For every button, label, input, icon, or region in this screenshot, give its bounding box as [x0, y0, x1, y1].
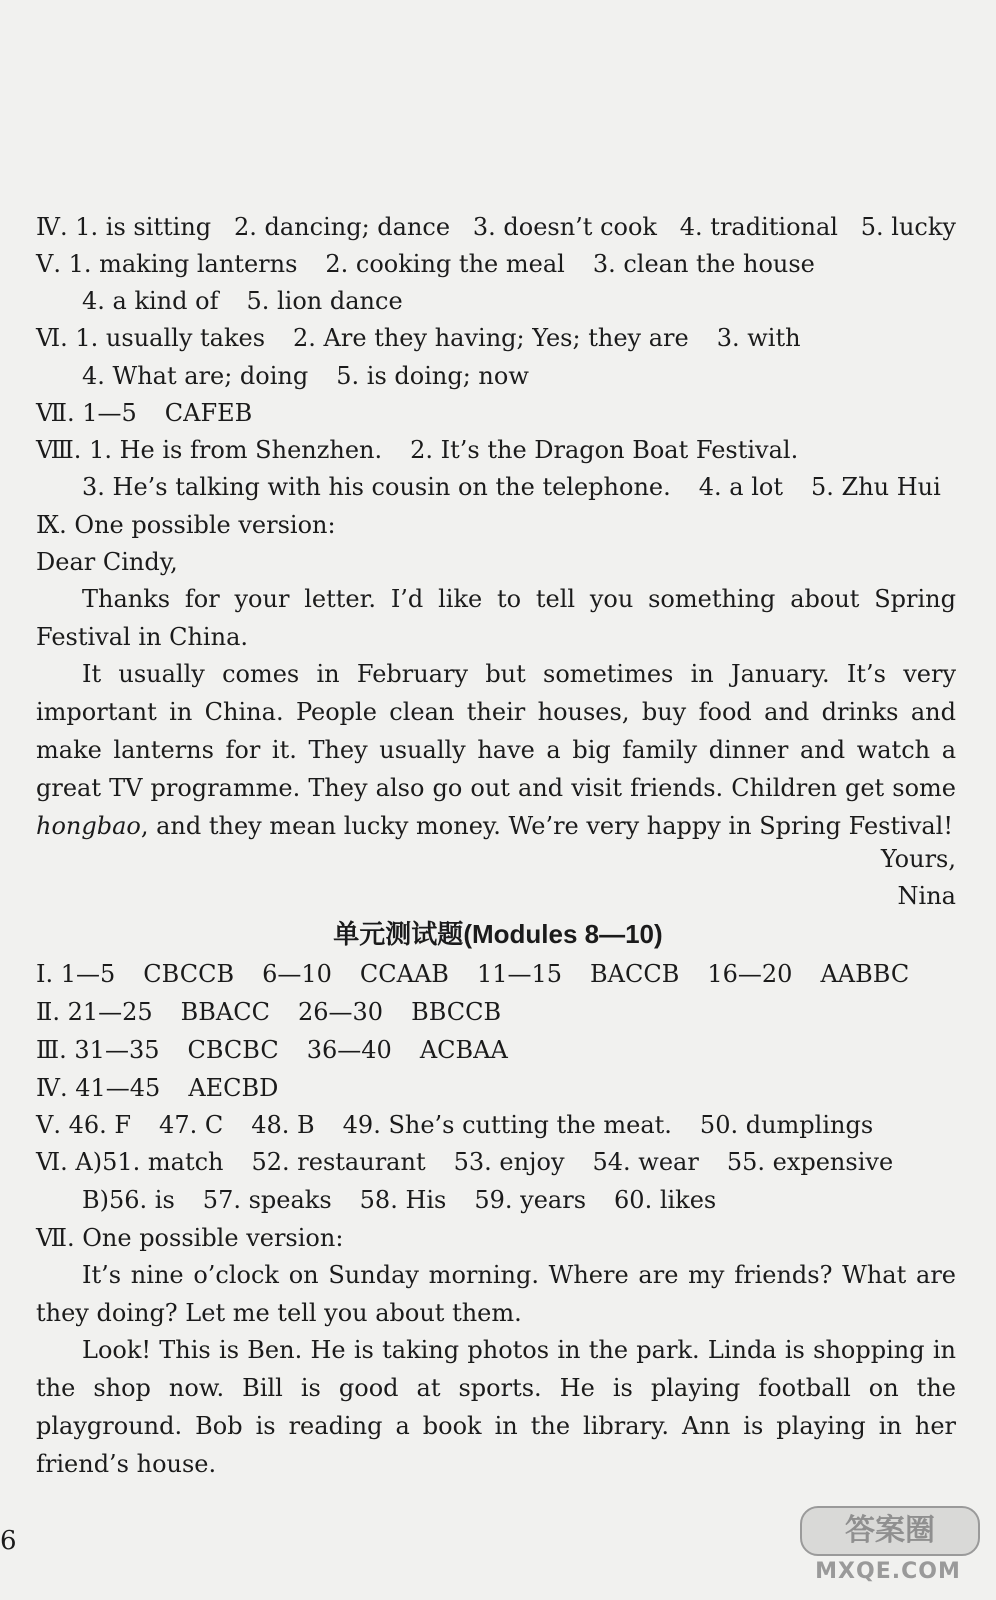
letter-paragraph-2-text-a: It usually comes in February but sometimes in January. It’s very important in China. People clean their houses, buy food and drinks and make lanterns for it. They usually have a big family dinner and watch a great TV programme. They also go out and visit friends. Children get some — [36, 660, 956, 802]
answer-line-viii-2 — [82, 472, 956, 502]
answer-item: ACBAA — [419, 1036, 508, 1064]
answer-line-ix — [36, 510, 956, 540]
letter-closing-text: Yours, — [880, 845, 956, 873]
essay-paragraph-1: It’s nine o’clock on Sunday morning. Where are my friends? What are they doing? Let me tell you about them. — [36, 1261, 956, 1327]
answer-item: Ⅰ. 1—5 — [36, 960, 116, 988]
answer-item: Ⅳ. 1. is sitting — [36, 213, 212, 241]
answer-item: 59. years — [474, 1186, 587, 1214]
answer-item: 6—10 — [262, 960, 332, 988]
letter-paragraph-1: Thanks for your letter. I’d like to tell you something about Spring Festival in China. — [36, 585, 956, 651]
answer-item: 4. a lot — [698, 473, 783, 501]
answer-item: BACCB — [590, 960, 680, 988]
watermark-logo: 答案圈 — [800, 1506, 980, 1556]
watermark — [800, 1506, 976, 1584]
answer-item: Ⅶ. 1—5 — [36, 399, 137, 427]
answer-line-iv — [36, 212, 956, 242]
answer-line-vi-2 — [82, 361, 956, 391]
answer-item: 2. Are they having; Yes; they are — [293, 324, 689, 352]
answer-line-vii — [36, 398, 956, 428]
answer-item: 26—30 — [298, 998, 384, 1026]
letter-paragraph-2-text-b: , and they mean lucky money. We’re very happy in Spring Festival! — [140, 812, 954, 840]
answer-item: Ⅴ. 1. making lanterns — [36, 250, 298, 278]
answer-item: 36—40 — [306, 1036, 392, 1064]
answer-item: 60. likes — [614, 1186, 717, 1214]
answer-item: 3. with — [716, 324, 801, 352]
answer-item: BBCCB — [411, 998, 502, 1026]
answer-item: Ⅱ. 21—25 — [36, 998, 153, 1026]
answer-line-v-1 — [36, 249, 956, 279]
letter-greeting — [36, 547, 956, 577]
letter-signature — [36, 881, 956, 911]
answer-line-b-ii — [36, 997, 956, 1027]
letter-closing — [36, 844, 956, 874]
answer-line-b-vi-1 — [36, 1147, 956, 1177]
answer-item: 4. a kind of — [82, 287, 219, 315]
answer-item: 50. dumplings — [699, 1111, 874, 1139]
answer-item: 54. wear — [592, 1148, 699, 1176]
watermark-url: MXQE.COM — [815, 1559, 961, 1584]
answer-item: CCAAB — [359, 960, 449, 988]
answer-line-b-iv — [36, 1073, 956, 1103]
answer-line-b-vi-2 — [82, 1185, 956, 1215]
answer-line-b-v — [36, 1110, 956, 1140]
answer-item: Ⅷ. 1. He is from Shenzhen. — [36, 436, 383, 464]
answer-item: CBCBC — [187, 1036, 279, 1064]
answer-item: 5. lucky — [860, 213, 956, 241]
answer-item: Ⅶ. One possible version: — [36, 1224, 344, 1252]
answer-item: 49. She’s cutting the meat. — [342, 1111, 672, 1139]
answer-item: 2. dancing; dance — [233, 213, 451, 241]
answer-item: 5. lion dance — [246, 287, 403, 315]
answer-item: 48. B — [251, 1111, 315, 1139]
letter-paragraph-2-italic: hongbao — [36, 812, 141, 840]
answer-line-vi-1 — [36, 323, 956, 353]
letter-signature-text: Nina — [897, 882, 956, 910]
answer-item: Ⅲ. 31—35 — [36, 1036, 160, 1064]
answer-item: 3. He’s talking with his cousin on the telephone. — [82, 473, 671, 501]
answer-item: B)56. is — [82, 1186, 175, 1214]
section-heading-cn: 单元测试题 — [333, 920, 464, 950]
answer-item: 16—20 — [707, 960, 793, 988]
answer-item: 5. is doing; now — [336, 362, 529, 390]
answer-item: Ⅸ. One possible version: — [36, 511, 336, 539]
answer-line-b-iii — [36, 1035, 956, 1065]
answer-item: 53. enjoy — [453, 1148, 565, 1176]
answer-item: 11—15 — [476, 960, 563, 988]
answer-item: 55. expensive — [726, 1148, 894, 1176]
answer-line-v-2 — [82, 286, 956, 316]
answer-item: 2. cooking the meal — [325, 250, 565, 278]
answer-item: 2. It’s the Dragon Boat Festival. — [410, 436, 799, 464]
page-number: 6 — [0, 1526, 17, 1556]
letter-paragraph-2 — [36, 655, 956, 845]
section-heading — [0, 918, 996, 951]
answer-item: 3. doesn’t cook — [472, 213, 657, 241]
essay-paragraph-2: Look! This is Ben. He is taking photos in the park. Linda is shopping in the shop now. Bill is good at sports. He is playing football on the playground. Bob is reading a book in the library. Ann is playing in her friend’s house. — [36, 1336, 956, 1478]
answer-item: 57. speaks — [202, 1186, 332, 1214]
answer-line-b-vii — [36, 1223, 956, 1253]
answer-item: 3. clean the house — [592, 250, 815, 278]
answer-item: CAFEB — [164, 399, 253, 427]
answer-item: 4. What are; doing — [82, 362, 309, 390]
answer-item: Ⅵ. 1. usually takes — [36, 324, 266, 352]
answer-item: 4. traditional — [679, 213, 838, 241]
answer-item: BBACC — [180, 998, 270, 1026]
answer-item: 58. His — [359, 1186, 447, 1214]
answer-item: Ⅵ. A)51. match — [36, 1148, 224, 1176]
answer-line-viii-1 — [36, 435, 956, 465]
answer-item: 5. Zhu Hui — [810, 473, 941, 501]
answer-item: 52. restaurant — [251, 1148, 426, 1176]
answer-item: CBCCB — [143, 960, 235, 988]
answer-item: AECBD — [188, 1074, 279, 1102]
letter-greeting-text: Dear Cindy, — [36, 548, 178, 576]
section-heading-en: (Modules 8—10) — [463, 919, 663, 949]
answer-item: AABBC — [820, 960, 910, 988]
answer-item: 47. C — [159, 1111, 224, 1139]
answer-item: Ⅴ. 46. F — [36, 1111, 132, 1139]
answer-item: Ⅳ. 41—45 — [36, 1074, 161, 1102]
answer-line-b-i — [36, 959, 956, 989]
